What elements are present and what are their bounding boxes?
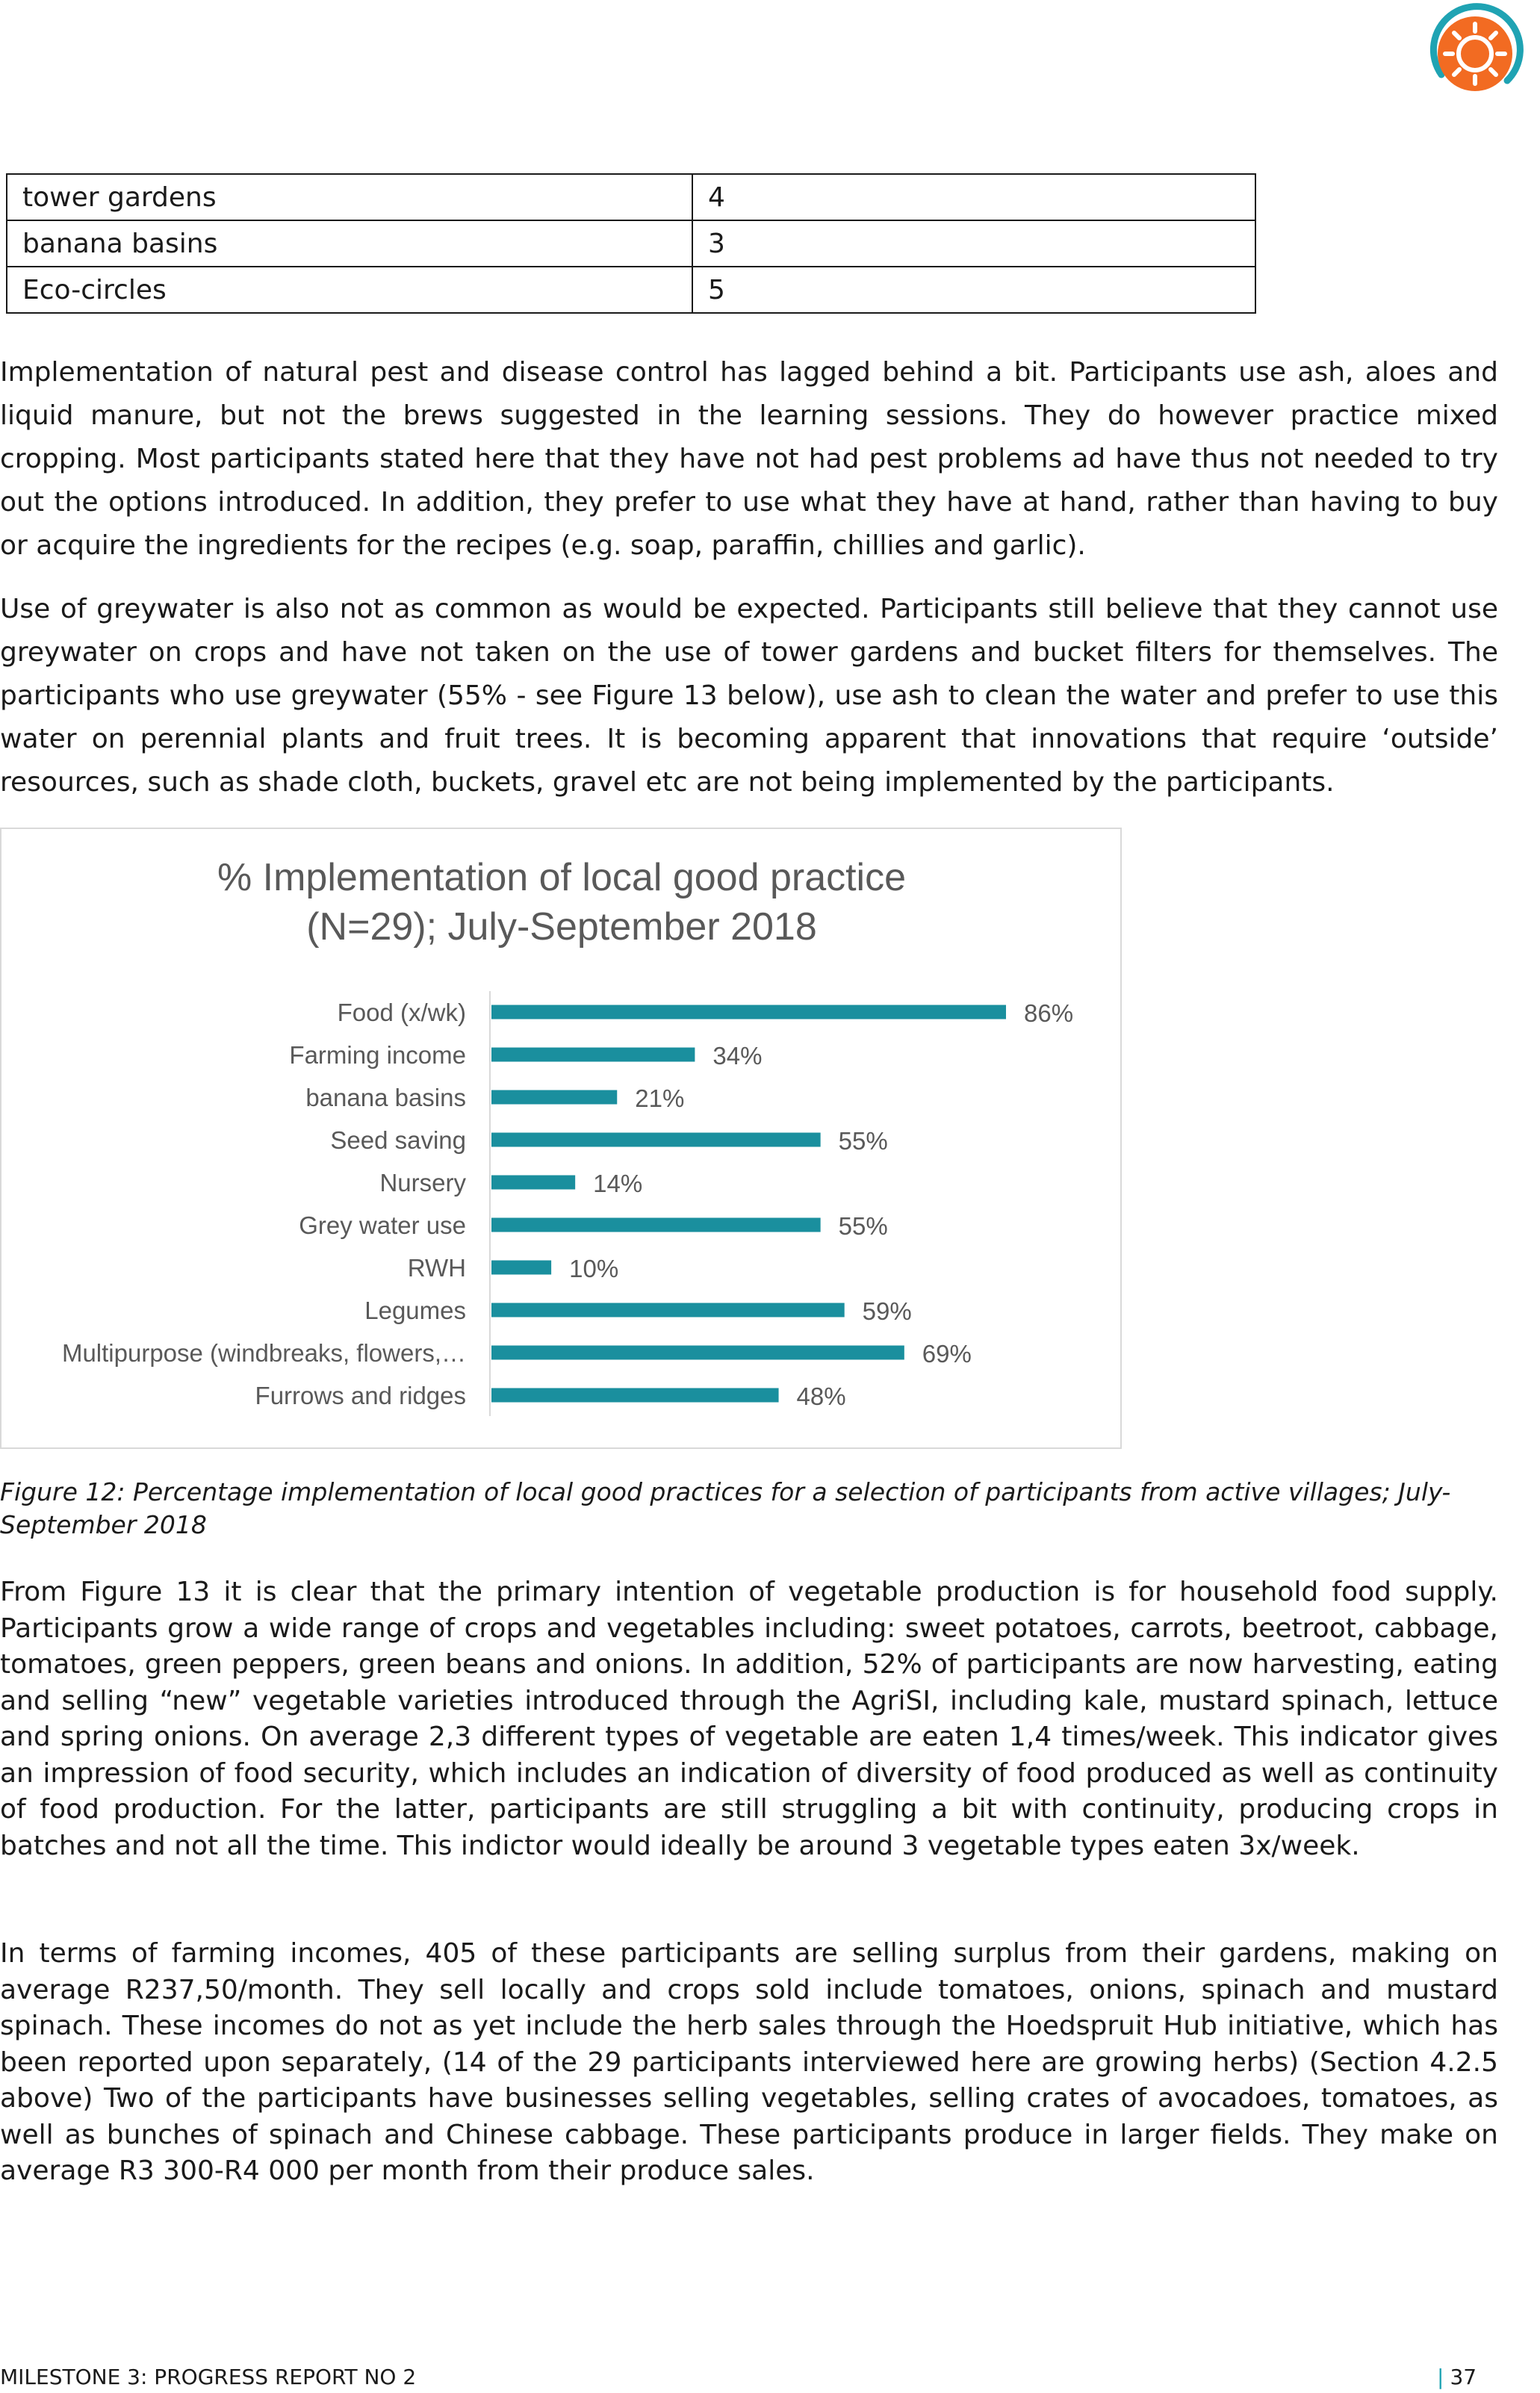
- data-label: 10%: [569, 1255, 619, 1282]
- table-cell-label: banana basins: [7, 220, 692, 267]
- table-cell-value: 3: [692, 220, 1255, 267]
- category-label: Food (x/wk): [337, 999, 466, 1026]
- data-label: 21%: [635, 1084, 685, 1112]
- data-label: 48%: [796, 1382, 846, 1410]
- footer-page-number: [1437, 2365, 1477, 2389]
- data-label: 55%: [838, 1127, 888, 1155]
- table-cell-value: 5: [692, 267, 1255, 313]
- bar: [491, 1346, 904, 1360]
- category-label: RWH: [407, 1254, 466, 1282]
- bar: [491, 1133, 821, 1147]
- table-row: [7, 267, 1255, 313]
- footer-divider: |: [1437, 2365, 1444, 2389]
- category-label: Furrows and ridges: [255, 1382, 466, 1409]
- bar: [491, 1048, 695, 1062]
- bar: [491, 1218, 821, 1232]
- category-label: Nursery: [379, 1169, 466, 1196]
- data-label: 59%: [862, 1297, 912, 1325]
- data-label: 55%: [838, 1212, 888, 1240]
- paragraph-pest-control: Implementation of natural pest and disease control has lagged behind a bit. Participants use ash, aloes and liquid manure, but not the brews suggested in the learning sessions. They do however practice mixed cropping. Most participants stated here that they have not had pest problems ad have thus not needed to try out the options introduced. In addition, they prefer to use what they have at hand, rather than having to buy or acquire the ingredients for the recipes (e.g. soap, paraffin, chillies and garlic).: [0, 357, 1498, 561]
- data-label: 86%: [1024, 999, 1074, 1027]
- bar: [491, 1261, 551, 1275]
- chart-title-line1: % Implementation of local good practice: [217, 856, 907, 899]
- table-cell-label: tower gardens: [7, 174, 692, 220]
- data-label: 34%: [712, 1042, 763, 1070]
- category-label: Seed saving: [330, 1126, 466, 1154]
- bar: [491, 1303, 845, 1317]
- category-label: Grey water use: [299, 1211, 466, 1239]
- footer-report-title: MILESTONE 3: PROGRESS REPORT NO 2: [0, 2365, 417, 2389]
- table-row: [7, 220, 1255, 267]
- practice-count-table: [6, 173, 1256, 314]
- data-label: 69%: [922, 1340, 972, 1368]
- paragraph-vegetable-production: From Figure 13 it is clear that the primary intention of vegetable production is for household food supply. Participants grow a wide range of crops and vegetables including: sweet potatoes, carrots, beetroot, cabbage, tomatoes, green peppers, green beans and onions. In addition, 52% of participants are now harvesting, eating and selling “new” vegetable varieties introduced through the AgriSI, including kale, mustard spinach, lettuce and spring onions. On average 2,3 different types of vegetable are eaten 1,4 times/week. This indicator gives an impression of food security, which includes an indication of diversity of food produced as well as continuity of food production. For the latter, participants are still struggling a bit with continuity, producing crops in batches and not all the time. This indictor would ideally be around 3 vegetable types eaten 3x/week.: [0, 1577, 1498, 1861]
- category-label: banana basins: [305, 1084, 466, 1111]
- table-cell-label: Eco-circles: [7, 267, 692, 313]
- chart-title-line2: (N=29); July-September 2018: [306, 905, 817, 949]
- category-label: Farming income: [289, 1041, 466, 1069]
- bar-chart: [0, 828, 1122, 1449]
- table-cell-value: 4: [692, 174, 1255, 220]
- table-row: [7, 174, 1255, 220]
- bar-chart-svg: [1, 829, 1120, 1447]
- bar: [491, 1090, 617, 1105]
- paragraph-farming-incomes: In terms of farming incomes, 405 of these participants are selling surplus from their gardens, making on average R237,50/month. They sell locally and crops sold include tomatoes, onions, spinach and mustard spinach. These incomes do not as yet include the herb sales through the Hoedspruit Hub initiative, which has been reported upon separately, (14 of the 29 participants interviewed here are growing herbs) (Section 4.2.5 above) Two of the participants have businesses selling vegetables, selling crates of avocadoes, tomatoes, as well as bunches of spinach and Chinese cabbage. These participants produce in larger fields. They make on average R3 300-R4 000 per month from their produce sales.: [0, 1938, 1498, 2186]
- bar: [491, 1176, 575, 1190]
- category-label: Legumes: [364, 1297, 466, 1324]
- bar: [491, 1388, 779, 1403]
- paragraph-greywater: Use of greywater is also not as common as would be expected. Participants still believe that they cannot use greywater on crops and have not taken on the use of tower gardens and bucket filters for themselves. The participants who use greywater (55% - see Figure 13 below), use ash to clean the water and prefer to use this water on perennial plants and fruit trees. It is becoming apparent that innovations that require ‘outside’ resources, such as shade cloth, buckets, gravel etc are not being implemented by the participants.: [0, 594, 1498, 798]
- bar: [491, 1005, 1006, 1019]
- organization-logo-icon: [1419, 0, 1531, 112]
- page-number: 37: [1450, 2365, 1477, 2389]
- category-label: Multipurpose (windbreaks, flowers,…: [61, 1339, 466, 1367]
- data-label: 14%: [593, 1170, 643, 1197]
- figure-caption: Figure 12: Percentage implementation of local good practices for a selection of participants from active villages; July-September 2018: [0, 1477, 1451, 1539]
